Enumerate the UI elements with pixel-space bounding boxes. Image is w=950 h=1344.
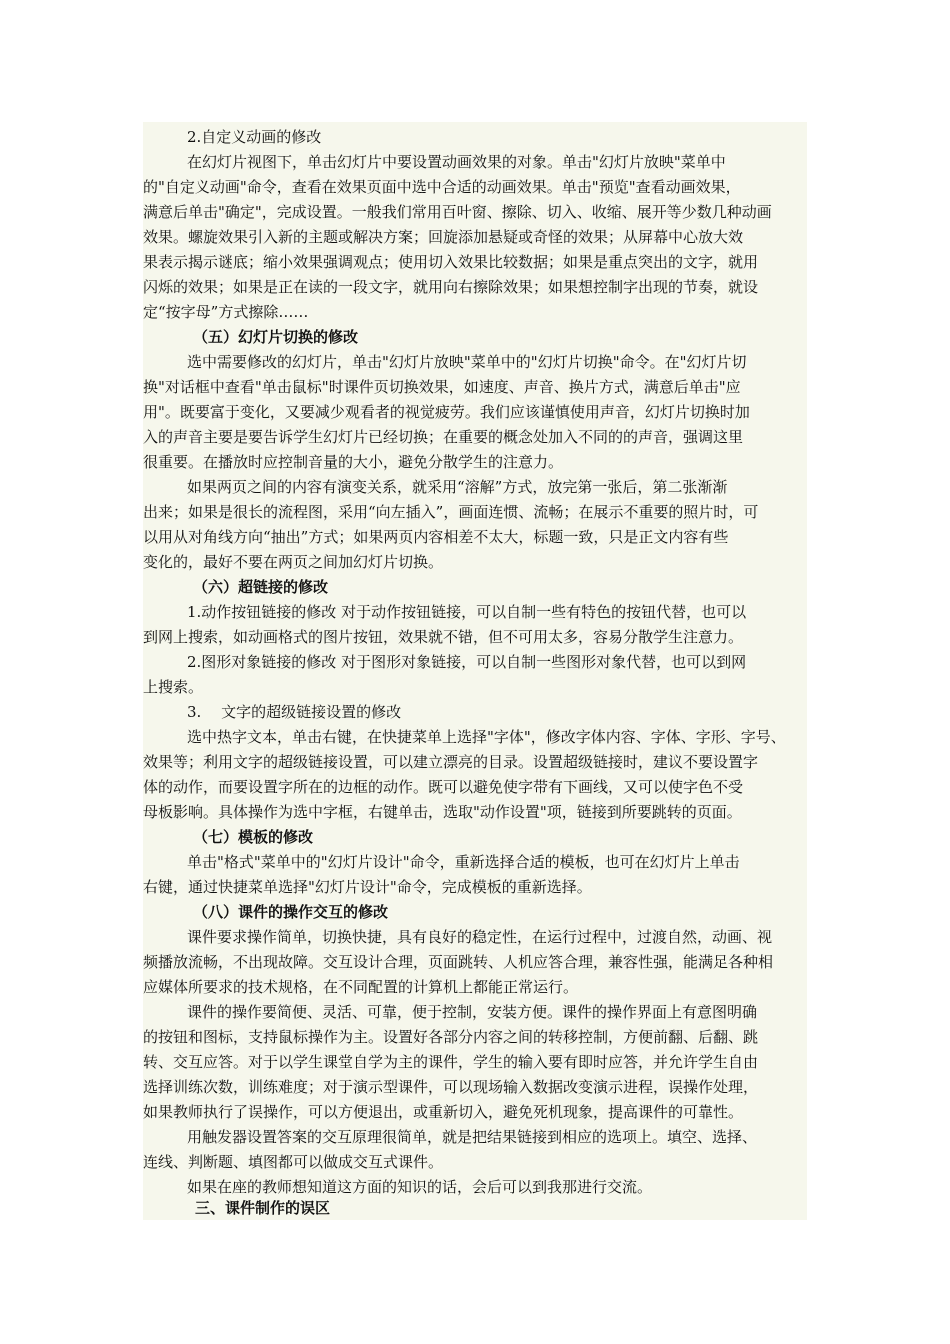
paragraph-line: 连线、判断题、填图都可以做成交互式课件。 (143, 1153, 444, 1171)
paragraph-line: 上搜索。 (143, 678, 204, 696)
paragraph-line: 效果。螺旋效果引入新的主题或解决方案；回旋添加悬疑或奇怪的效果；从屏幕中心放大效 (143, 228, 744, 246)
paragraph-line: 课件的操作要简便、灵活、可靠，便于控制，安装方便。课件的操作界面上有意图明确 (187, 1003, 758, 1021)
paragraph-line: 选中热字文本，单击右键，在快捷菜单上选择"字体"，修改字体内容、字体、字形、字号、 (187, 728, 786, 746)
paragraph-line: 2.图形对象链接的修改 对于图形对象链接，可以自制一些图形对象代替，也可以到网 (187, 653, 747, 671)
paragraph-line: 的按钮和图标，支持鼠标操作为主。设置好各部分内容之间的转移控制，方便前翻、后翻、跳 (143, 1028, 759, 1046)
paragraph-line: 闪烁的效果；如果是正在读的一段文字，就用向右擦除效果；如果想控制字出现的节奏，就设 (143, 278, 759, 296)
paragraph-line: 变化的，最好不要在两页之间加幻灯片切换。 (143, 553, 444, 571)
paragraph-line: 效果等；利用文字的超级链接设置，可以建立漂亮的目录。设置超级链接时，建议不要设置字 (143, 753, 759, 771)
paragraph-line: 的"自定义动画"命令，查看在效果页面中选中合适的动画效果。单击"预览"查看动画效果， (143, 178, 741, 196)
paragraph-line: 如果教师执行了误操作，可以方便退出，或重新切入，避免死机现象，提高课件的可靠性。 (143, 1103, 744, 1121)
section-heading: （八）课件的操作交互的修改 (193, 903, 389, 921)
paragraph-line: 选择训练次数，训练难度；对于演示型课件，可以现场输入数据改变演示进程，误操作处理， (143, 1078, 759, 1096)
paragraph-line: 以用从对角线方向“抽出”方式；如果两页内容相差不太大，标题一致，只是正文内容有些 (143, 528, 729, 546)
paragraph-line: 很重要。在播放时应控制音量的大小，避免分散学生的注意力。 (143, 453, 564, 471)
paragraph-line: 到网上搜索，如动画格式的图片按钮，效果就不错，但不可用太多，容易分散学生注意力。 (143, 628, 744, 646)
section-heading: （七）模板的修改 (193, 828, 314, 846)
paragraph-line: 用"。既要富于变化，又要减少观看者的视觉疲劳。我们应该谨慎使用声音，幻灯片切换时加 (143, 403, 750, 421)
paragraph-line: 频播放流畅，不出现故障。交互设计合理，页面跳转、人机应答合理，兼容性强，能满足各种相 (143, 953, 774, 971)
paragraph-line: 母板影响。具体操作为选中字框，右键单击，选取"动作设置"项，链接到所要跳转的页面。 (143, 803, 742, 821)
paragraph-line: 如果在座的教师想知道这方面的知识的话，会后可以到我那进行交流。 (187, 1178, 653, 1196)
paragraph-line: 满意后单击"确定"，完成设置。一般我们常用百叶窗、擦除、切入、收缩、展开等少数几种动画 (143, 203, 772, 221)
subsection-title: 3. 文字的超级链接设置的修改 (187, 703, 402, 721)
section-heading: （六）超链接的修改 (193, 578, 329, 596)
paragraph-line: 应媒体所要求的技术规格，在不同配置的计算机上都能正常运行。 (143, 978, 579, 996)
paragraph-line: 转、交互应答。对于以学生课堂自学为主的课件，学生的输入要有即时应答，并允许学生自由 (143, 1053, 759, 1071)
paragraph-line: 课件要求操作简单，切换快捷，具有良好的稳定性，在运行过程中，过渡自然，动画、视 (187, 928, 773, 946)
paragraph-line: 换"对话框中查看"单击鼠标"时课件页切换效果，如速度、声音、换片方式，满意后单击"应 (143, 378, 741, 396)
chapter-heading: 三、课件制作的误区 (195, 1199, 331, 1217)
paragraph-line: 定“按字母”方式擦除…… (143, 303, 309, 321)
paragraph-line: 用触发器设置答案的交互原理很简单，就是把结果链接到相应的选项上。填空、选择、 (187, 1128, 758, 1146)
paragraph-line: 单击"格式"菜单中的"幻灯片设计"命令，重新选择合适的模板，也可在幻灯片上单击 (187, 853, 740, 871)
paragraph-line: 入的声音主要是要告诉学生幻灯片已经切换；在重要的概念处加入不同的的声音，强调这里 (143, 428, 744, 446)
paragraph-line: 在幻灯片视图下，单击幻灯片中要设置动画效果的对象。单击"幻灯片放映"菜单中 (187, 153, 726, 171)
section-heading: （五）幻灯片切换的修改 (193, 328, 359, 346)
paragraph-line: 出来；如果是很长的流程图，采用“向左插入”，画面连惯、流畅；在展示不重要的照片时，可 (143, 503, 759, 521)
paragraph-line: 如果两页之间的内容有演变关系，就采用“溶解”方式，放完第一张后，第二张渐渐 (187, 478, 728, 496)
paragraph-line: 右键，通过快捷菜单选择"幻灯片设计"命令，完成模板的重新选择。 (143, 878, 592, 896)
paragraph-line: 1.动作按钮链接的修改 对于动作按钮链接，可以自制一些有特色的按钮代替，也可以 (187, 603, 747, 621)
paragraph-line: 选中需要修改的幻灯片，单击"幻灯片放映"菜单中的"幻灯片切换"命令。在"幻灯片切 (187, 353, 747, 371)
paragraph-line: 果表示揭示谜底；缩小效果强调观点；使用切入效果比较数据；如果是重点突出的文字，就用 (143, 253, 759, 271)
document-page (143, 122, 807, 1220)
paragraph-line: 体的动作，而要设置字所在的边框的动作。既可以避免使字带有下画线，又可以使字色不受 (143, 778, 744, 796)
subsection-title: 2.自定义动画的修改 (187, 128, 322, 146)
